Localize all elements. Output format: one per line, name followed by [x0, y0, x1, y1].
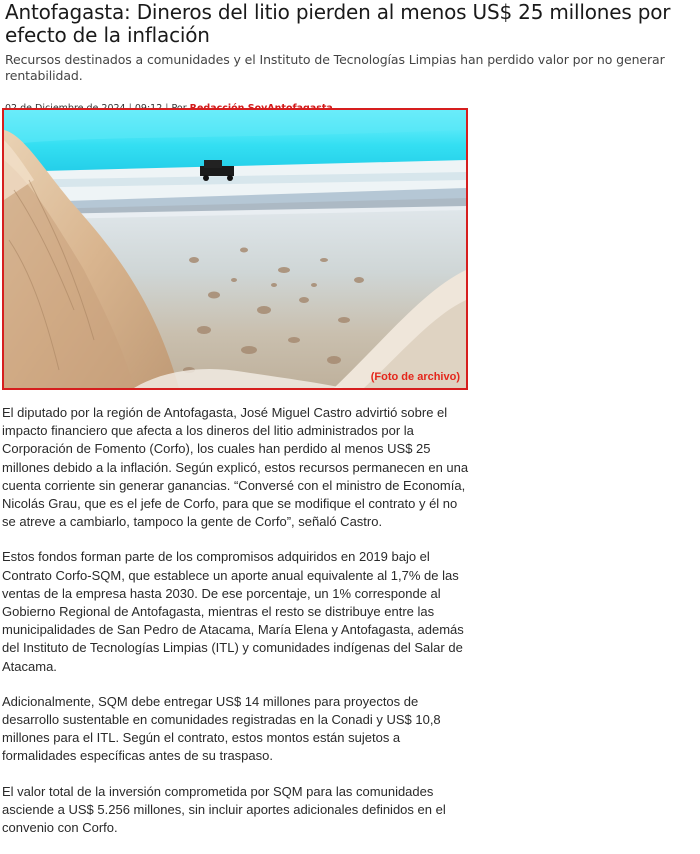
- paragraph: El valor total de la inversión comprometida por SQM para las comunidades asciende a US$ 5.256 millones, sin incluir aportes adicionales definidos en el convenio con Corfo.: [2, 783, 446, 836]
- paragraph: Estos fondos forman parte de los compromisos adquiridos en 2019 bajo el Contrato Corfo-SQM, que establece un aporte anual equivalente al 1,7% de las ventas de la empresa hasta 2030. De ese porcentaje, un 1% corresponde al Gobierno Regional de Antofagasta, mientras el resto se distribuye entre las municipalidades de San Pedro de Atacama, María Elena y Antofagasta, además del Instituto de Tecnologías Limpias (ITL) y comunidades indígenas del Salar de Atacama.: [2, 549, 464, 674]
- photo-caption: (Foto de archivo): [370, 371, 460, 383]
- article: [5, 0, 695, 115]
- article-photo[interactable]: [2, 108, 468, 390]
- paragraph: Adicionalmente, SQM debe entregar US$ 14 millones para proyectos de desarrollo sustentable en comunidades registradas en la Conadi y US$ 10,8 millones para el ITL. Según el contrato, estos montos están sujetos a formalidades específicas antes de su traspaso.: [2, 693, 441, 764]
- salt-flat-mining-photo: [4, 110, 466, 388]
- subheadline: Recursos destinados a comunidades y el Instituto de Tecnologías Limpias han perdido valor por no generar rentabilidad.: [5, 52, 665, 83]
- article-body: [2, 404, 472, 854]
- paragraph: El diputado por la región de Antofagasta, José Miguel Castro advirtió sobre el impacto financiero que afecta a los dineros del litio administrados por la Corporación de Fomento (Corfo), los cuales han perdido al menos US$ 25 millones debido a la inflación. Según explicó, estos recursos permanecen en una cuenta corriente sin generar ganancias. “Conversé con el ministro de Economía, Nicolás Grau, que es el jefe de Corfo, para que se modifique el contrato y él no se atreve a cambiarlo, tampoco la gente de Corfo”, señaló Castro.: [2, 405, 469, 530]
- headline: Antofagasta: Dineros del litio pierden al menos US$ 25 millones por efecto de la inflación: [5, 0, 671, 47]
